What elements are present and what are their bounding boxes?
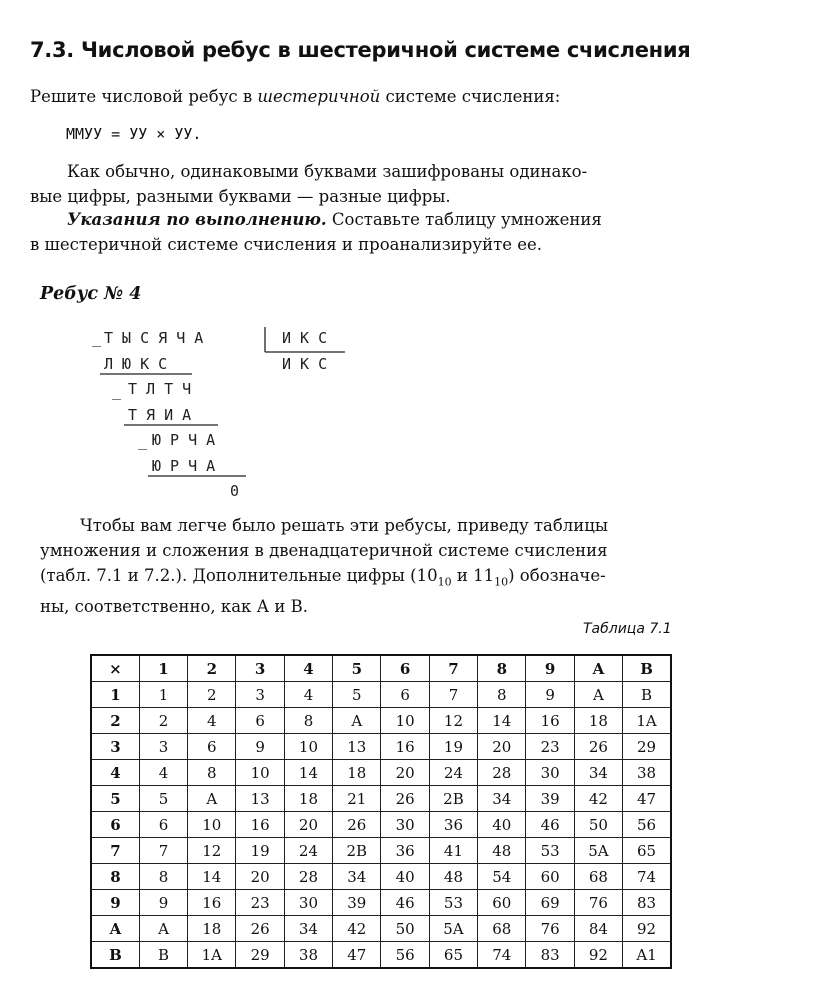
quotient: И К С xyxy=(282,355,328,373)
table-cell: 3 xyxy=(236,655,284,682)
table-cell: 1A xyxy=(188,942,236,969)
table-cell: A xyxy=(574,682,622,708)
remainder-1: Т Л Т Ч xyxy=(128,380,192,398)
intro-italic: шестеричной xyxy=(257,87,381,106)
table-cell: 36 xyxy=(381,838,429,864)
table-cell: 92 xyxy=(623,916,671,942)
intro-after: системе счисления: xyxy=(380,87,561,106)
table-cell: 65 xyxy=(429,942,477,969)
table-cell: 2 xyxy=(91,708,139,734)
table-row xyxy=(91,838,671,864)
table-cell: 24 xyxy=(429,760,477,786)
note-paragraph xyxy=(30,159,587,209)
table-cell: A1 xyxy=(623,942,671,969)
table-cell: 1A xyxy=(623,708,671,734)
table-cell: 9 xyxy=(139,890,187,916)
hint-line-2: в шестеричной системе счисления и проанализируйте ее. xyxy=(30,235,542,254)
table-cell: 47 xyxy=(333,942,381,969)
minus-sign-2: _ xyxy=(112,382,122,400)
table-cell: 16 xyxy=(236,812,284,838)
table-cell: 18 xyxy=(574,708,622,734)
table-cell: B xyxy=(139,942,187,969)
table-cell: 8 xyxy=(478,655,526,682)
table-cell: 26 xyxy=(236,916,284,942)
table-cell: 84 xyxy=(574,916,622,942)
intro-before: Решите числовой ребус в xyxy=(30,87,258,106)
table-cell: 24 xyxy=(284,838,332,864)
table-cell: 7 xyxy=(139,838,187,864)
table-cell: 5 xyxy=(333,655,381,682)
explanation-line-4: ны, соответственно, как А и В. xyxy=(40,597,308,617)
table-cell: 3 xyxy=(139,734,187,760)
table-cell: A xyxy=(91,916,139,942)
table-cell: 9 xyxy=(526,655,574,682)
table-cell: 53 xyxy=(429,890,477,916)
table-cell: 28 xyxy=(478,760,526,786)
explanation-line-1: Чтобы вам легче было решать эти ребусы, приведу таблицы xyxy=(80,516,609,535)
table-row xyxy=(91,734,671,760)
table-cell: 7 xyxy=(429,682,477,708)
table-cell: A xyxy=(188,786,236,812)
subtrahend-3: Ю Р Ч А xyxy=(152,457,216,475)
table-cell: 26 xyxy=(574,734,622,760)
explanation-line-3a: (табл. 7.1 и 7.2.). Дополнительные цифры (10 xyxy=(40,566,438,585)
divisor: И К С xyxy=(282,329,328,347)
minus-sign-1: _ xyxy=(92,329,102,347)
table-cell: 53 xyxy=(526,838,574,864)
table-cell: 34 xyxy=(333,864,381,890)
table-cell: 34 xyxy=(574,760,622,786)
table-cell: 16 xyxy=(381,734,429,760)
subtrahend-2: Т Я И А xyxy=(128,406,192,424)
multiplication-table xyxy=(90,654,672,969)
table-cell: 5 xyxy=(139,786,187,812)
table-cell: 30 xyxy=(381,812,429,838)
table-cell: 12 xyxy=(188,838,236,864)
table-cell: 76 xyxy=(526,916,574,942)
explanation-line-2: умножения и сложения в двенадцатеричной системе счисления xyxy=(40,541,608,560)
subscript-base-1: 10 xyxy=(437,575,452,589)
table-cell: 12 xyxy=(429,708,477,734)
table-cell: 9 xyxy=(236,734,284,760)
table-cell: 36 xyxy=(429,812,477,838)
table-cell: 6 xyxy=(139,812,187,838)
table-cell: A xyxy=(333,708,381,734)
dividend: Т Ы С Я Ч А xyxy=(104,329,204,347)
table-cell: 2 xyxy=(188,682,236,708)
table-cell: 8 xyxy=(91,864,139,890)
intro-paragraph xyxy=(30,84,560,109)
table-cell: 23 xyxy=(526,734,574,760)
table-cell: 13 xyxy=(333,734,381,760)
table-cell: 34 xyxy=(284,916,332,942)
table-cell: 7 xyxy=(429,655,477,682)
table-cell: 2 xyxy=(188,655,236,682)
table-cell: 39 xyxy=(333,890,381,916)
table-row xyxy=(91,942,671,969)
table-cell: 8 xyxy=(478,682,526,708)
table-cell: 4 xyxy=(91,760,139,786)
table-cell: 2B xyxy=(429,786,477,812)
table-cell: 3 xyxy=(236,682,284,708)
table-cell: 4 xyxy=(188,708,236,734)
table-cell: 19 xyxy=(429,734,477,760)
table-row xyxy=(91,786,671,812)
hint-paragraph xyxy=(30,207,602,257)
table-header-row xyxy=(91,655,671,682)
table-cell: B xyxy=(91,942,139,969)
table-cell: B xyxy=(623,682,671,708)
table-cell: 83 xyxy=(623,890,671,916)
table-row xyxy=(91,760,671,786)
table-cell: 19 xyxy=(236,838,284,864)
table-cell: 8 xyxy=(188,760,236,786)
table-cell: 20 xyxy=(478,734,526,760)
table-cell: 4 xyxy=(139,760,187,786)
table-caption: Таблица 7.1 xyxy=(583,621,672,637)
explanation-line-3b: и 11 xyxy=(451,566,495,585)
table-cell: 65 xyxy=(623,838,671,864)
table-cell: 30 xyxy=(526,760,574,786)
table-cell: 38 xyxy=(623,760,671,786)
table-cell: 47 xyxy=(623,786,671,812)
remainder-2: Ю Р Ч А xyxy=(152,431,216,449)
table-cell: 10 xyxy=(381,708,429,734)
table-cell: 41 xyxy=(429,838,477,864)
explanation-line-3c: ) обозначе- xyxy=(508,566,606,585)
table-cell: 20 xyxy=(284,812,332,838)
rebus-title: Ребус № 4 xyxy=(40,284,142,304)
table-cell: 18 xyxy=(284,786,332,812)
table-cell: 28 xyxy=(284,864,332,890)
explanation-paragraph xyxy=(40,513,608,619)
table-cell: 20 xyxy=(381,760,429,786)
table-row xyxy=(91,682,671,708)
table-cell: 8 xyxy=(139,864,187,890)
table-cell: 83 xyxy=(526,942,574,969)
table-cell: 48 xyxy=(429,864,477,890)
table-cell: 74 xyxy=(478,942,526,969)
table-cell: 42 xyxy=(574,786,622,812)
minus-sign-3: _ xyxy=(138,432,148,450)
table-cell: 30 xyxy=(284,890,332,916)
table-cell: A xyxy=(574,655,622,682)
table-cell: 6 xyxy=(381,655,429,682)
table-cell: 10 xyxy=(236,760,284,786)
table-cell: 26 xyxy=(381,786,429,812)
table-cell: 46 xyxy=(381,890,429,916)
table-cell: 9 xyxy=(526,682,574,708)
table-cell: 20 xyxy=(236,864,284,890)
table-cell: 2B xyxy=(333,838,381,864)
table-cell: 16 xyxy=(188,890,236,916)
table-cell: 74 xyxy=(623,864,671,890)
table-cell: 38 xyxy=(284,942,332,969)
table-cell: 4 xyxy=(284,655,332,682)
table-cell: 14 xyxy=(284,760,332,786)
table-cell: 54 xyxy=(478,864,526,890)
table-cell: 21 xyxy=(333,786,381,812)
table-cell: 5 xyxy=(91,786,139,812)
table-cell: 23 xyxy=(236,890,284,916)
table-cell: 48 xyxy=(478,838,526,864)
table-cell: 8 xyxy=(284,708,332,734)
table-cell: 14 xyxy=(188,864,236,890)
table-cell: 5A xyxy=(429,916,477,942)
table-cell: A xyxy=(139,916,187,942)
table-cell: 34 xyxy=(478,786,526,812)
table-cell: 6 xyxy=(91,812,139,838)
table-cell: 50 xyxy=(381,916,429,942)
table-cell: 40 xyxy=(478,812,526,838)
note-line-1: Как обычно, одинаковыми буквами зашифрованы одинако- xyxy=(67,162,588,181)
table-cell: 7 xyxy=(91,838,139,864)
table-cell: 18 xyxy=(188,916,236,942)
hint-line-1: Составьте таблицу умножения xyxy=(326,210,602,229)
table-cell: 26 xyxy=(333,812,381,838)
table-cell: × xyxy=(91,655,139,682)
table-cell: 68 xyxy=(478,916,526,942)
table-cell: 3 xyxy=(91,734,139,760)
table-cell: 16 xyxy=(526,708,574,734)
table-cell: 9 xyxy=(91,890,139,916)
table-cell: 40 xyxy=(381,864,429,890)
table-cell: 10 xyxy=(188,812,236,838)
table-cell: 29 xyxy=(623,734,671,760)
table-cell: 1 xyxy=(139,682,187,708)
table-row xyxy=(91,890,671,916)
rebus-formula: ММУУ = УУ × УУ. xyxy=(66,125,202,143)
table-cell: 42 xyxy=(333,916,381,942)
subtrahend-1: Л Ю К С xyxy=(104,355,168,373)
table-cell: 5 xyxy=(333,682,381,708)
table-cell: 56 xyxy=(381,942,429,969)
table-cell: 60 xyxy=(478,890,526,916)
table-cell: 4 xyxy=(284,682,332,708)
table-cell: 92 xyxy=(574,942,622,969)
table-cell: 68 xyxy=(574,864,622,890)
table-cell: 46 xyxy=(526,812,574,838)
subscript-base-2: 10 xyxy=(494,575,509,589)
table-cell: 6 xyxy=(381,682,429,708)
table-cell: 2 xyxy=(139,708,187,734)
table-cell: 18 xyxy=(333,760,381,786)
table-cell: 5A xyxy=(574,838,622,864)
hint-label: Указания по выполнению. xyxy=(67,210,327,229)
table-cell: 50 xyxy=(574,812,622,838)
table-cell: B xyxy=(623,655,671,682)
table-row xyxy=(91,864,671,890)
table-row xyxy=(91,708,671,734)
final-remainder: 0 xyxy=(230,482,240,500)
table-cell: 13 xyxy=(236,786,284,812)
table-cell: 76 xyxy=(574,890,622,916)
table-row xyxy=(91,812,671,838)
table-cell: 6 xyxy=(236,708,284,734)
note-line-2: вые цифры, разными буквами — разные цифры. xyxy=(30,187,451,206)
table-cell: 56 xyxy=(623,812,671,838)
table-row xyxy=(91,916,671,942)
section-title: 7.3. Числовой ребус в шестеричной системе счисления xyxy=(30,38,691,62)
table-cell: 10 xyxy=(284,734,332,760)
table-cell: 1 xyxy=(91,682,139,708)
table-cell: 69 xyxy=(526,890,574,916)
table-cell: 1 xyxy=(139,655,187,682)
table-cell: 60 xyxy=(526,864,574,890)
table-cell: 6 xyxy=(188,734,236,760)
table-cell: 39 xyxy=(526,786,574,812)
table-cell: 29 xyxy=(236,942,284,969)
table-cell: 14 xyxy=(478,708,526,734)
